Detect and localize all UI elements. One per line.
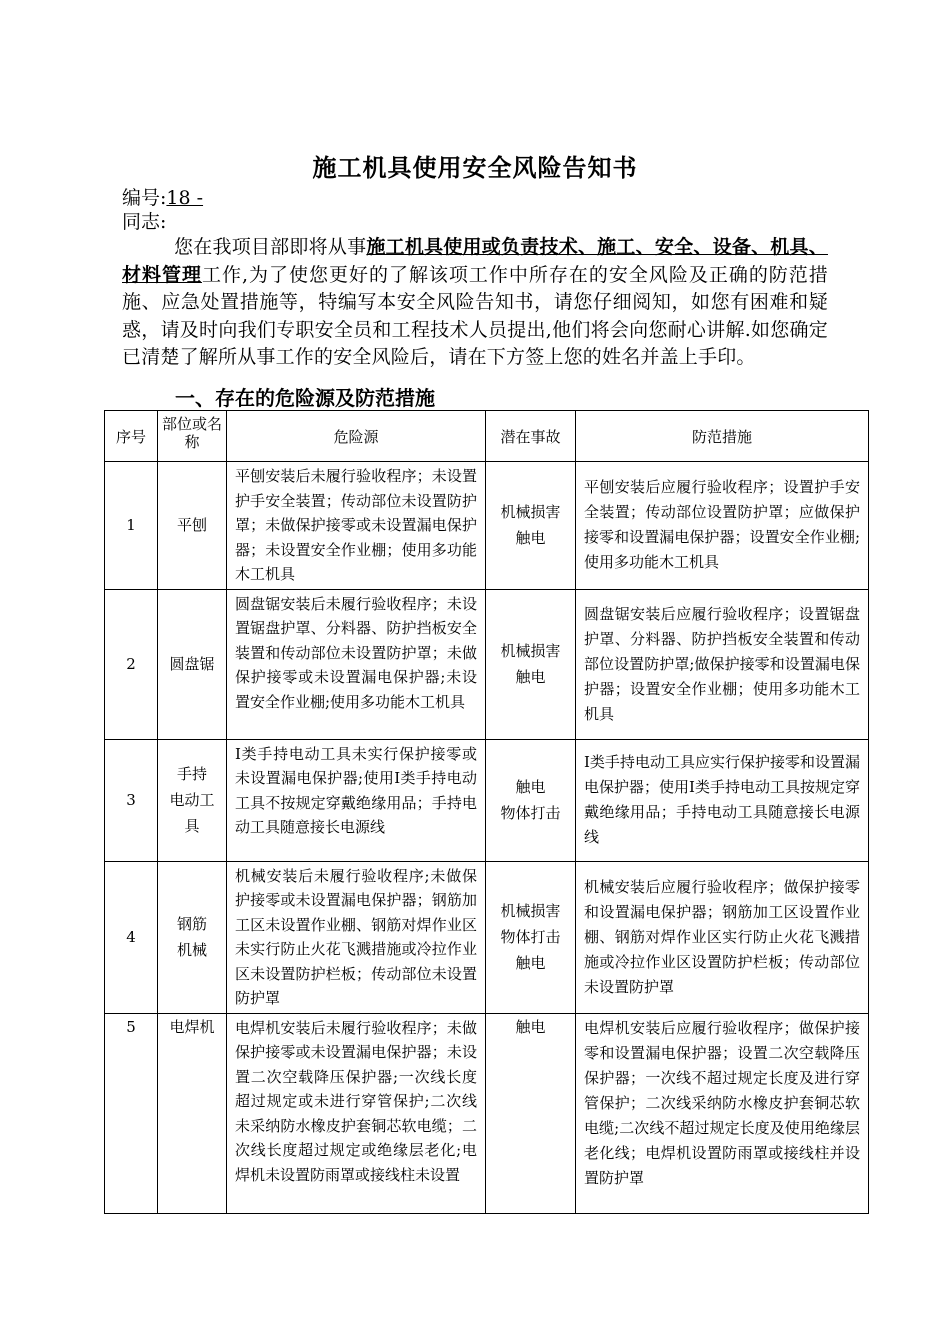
row-no: 1 (105, 462, 158, 590)
row-prevention: 平刨安装后应履行验收程序；设置护手安全装置；传动部位设置防护罩；应做保护接零和设置漏电保护器；设置安全作业棚;使用多功能木工机具 (576, 462, 869, 590)
row-no: 3 (105, 739, 158, 861)
row-part: 圆盘锯 (158, 589, 227, 739)
row-accident: 触电 (486, 1013, 576, 1213)
hazard-table (104, 410, 869, 1214)
intro-before: 您在我项目部即将从事 (174, 236, 367, 258)
row-part: 电焊机 (158, 1013, 227, 1213)
table-row (105, 861, 869, 1013)
row-no: 2 (105, 589, 158, 739)
table-header-row (105, 411, 869, 462)
row-accident: 机械损害 物体打击 触电 (486, 861, 576, 1013)
row-no: 4 (105, 861, 158, 1013)
row-hazard: 圆盘锯安装后未履行验收程序；未设置锯盘护罩、分料器、防护挡板安全装置和传动部位未设置防护罩；未做保护接零或未设置漏电保护器;未设置安全作业棚;使用多功能木工机具 (227, 589, 486, 739)
row-prevention: 圆盘锯安装后应履行验收程序；设置锯盘护罩、分料器、防护挡板安全装置和传动部位设置防护罩;做保护接零和设置漏电保护器；设置安全作业棚；使用多功能木工机具 (576, 589, 869, 739)
row-hazard: 电焊机安装后未履行验收程序；未做保护接零或未设置漏电保护器；未设置二次空载降压保护器;一次线长度超过规定或未进行穿管保护;二次线未采纳防水橡皮护套铜芯软电缆；二次线长度超过规定或绝缘层老化;电焊机未设置防雨罩或接线柱未设置 (227, 1013, 486, 1213)
document-number (122, 186, 203, 210)
table-row (105, 589, 869, 739)
number-value: 18 - (166, 187, 204, 209)
row-accident: 触电 物体打击 (486, 739, 576, 861)
header-no: 序号 (105, 411, 158, 462)
header-part-label: 部位或名称 (161, 415, 222, 451)
table-row (105, 1013, 869, 1213)
row-part: 手持 电动工 具 (158, 739, 227, 861)
row-part: 钢筋 机械 (158, 861, 227, 1013)
intro-bold: 施工机具使用或负责技术、施工、安全、设备、机具、材料管理 (122, 236, 828, 286)
row-hazard: Ⅰ类手持电动工具未实行保护接零或未设置漏电保护器;使用Ⅰ类手持电动工具不按规定穿戴绝缘用品；手持电动工具随意接长电源线 (227, 739, 486, 861)
row-prevention: 电焊机安装后应履行验收程序；做保护接零和设置漏电保护器；设置二次空载降压保护器；一次线不超过规定长度及进行穿管保护；二次线采纳防水橡皮护套铜芯软电缆;二次线不超过规定长度及使用绝缘层老化线；电焊机设置防雨罩或接线柱并设置防护罩 (576, 1013, 869, 1213)
row-accident: 机械损害 触电 (486, 589, 576, 739)
salutation: 同志: (122, 211, 167, 233)
header-part (158, 411, 227, 462)
header-prevention: 防范措施 (576, 411, 869, 462)
row-no: 5 (105, 1013, 158, 1213)
row-prevention: 机械安装后应履行验收程序；做保护接零和设置漏电保护器；钢筋加工区设置作业棚、钢筋对焊作业区实行防止火花飞溅措施或冷拉作业区设置防护栏板；传动部位未设置防护罩 (576, 861, 869, 1013)
row-hazard: 机械安装后未履行验收程序;未做保护接零或未设置漏电保护器；钢筋加工区未设置作业棚、钢筋对焊作业区未实行防止火花飞溅措施或冷拉作业区未设置防护栏板；传动部位未设置防护罩 (227, 861, 486, 1013)
intro-paragraph (122, 234, 828, 372)
header-accident: 潜在事故 (486, 411, 576, 462)
header-hazard: 危险源 (227, 411, 486, 462)
intro-after: 工作,为了使您更好的了解该项工作中所存在的安全风险及正确的防范措施、应急处置措施等，特编写本安全风险告知书，请您仔细阅知，如您有困难和疑惑，请及时向我们专职安全员和工程技术人员提出,他们将会向您耐心讲解.如您确定已清楚了解所从事工作的安全风险后，请在下方签上您的姓名并盖上手印。 (122, 263, 828, 368)
table-row (105, 462, 869, 590)
section-title: 一、存在的危险源及防范措施 (175, 386, 435, 410)
table-row (105, 739, 869, 861)
number-label: 编号: (122, 187, 167, 209)
row-part: 平刨 (158, 462, 227, 590)
row-accident: 机械损害 触电 (486, 462, 576, 590)
row-prevention: Ⅰ类手持电动工具应实行保护接零和设置漏电保护器；使用Ⅰ类手持电动工具按规定穿戴绝缘用品；手持电动工具随意接长电源线 (576, 739, 869, 861)
document-title: 施工机具使用安全风险告知书 (312, 153, 638, 182)
row-hazard: 平刨安装后未履行验收程序；未设置护手安全装置；传动部位未设置防护罩；未做保护接零或未设置漏电保护器；未设置安全作业棚；使用多功能木工机具 (227, 462, 486, 590)
